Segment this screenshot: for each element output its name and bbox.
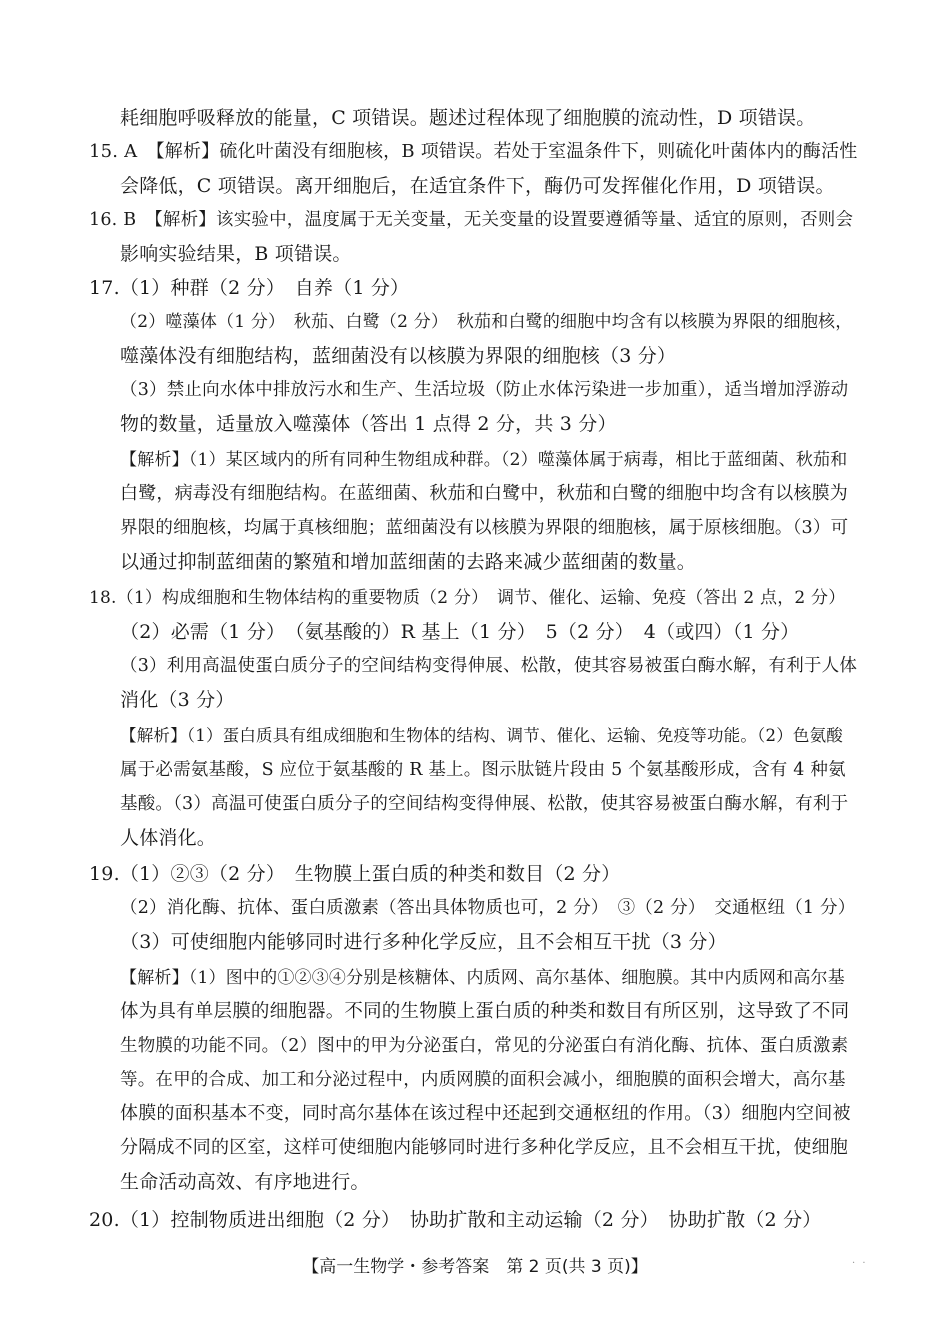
text-line: 等。在甲的合成、加工和分泌过程中，内质网膜的面积会减小，细胞膜的面积会增大，高尔基 [120, 1070, 846, 1090]
analysis-line: 【解析】（1）图中的①②③④分别是核糖体、内质网、高尔基体、细胞膜。其中内质网和高尔基 [120, 968, 845, 988]
text-line: 体为具有单层膜的细胞器。不同的生物膜上蛋白质的种类和数目有所区别，这导致了不同 [120, 1001, 850, 1022]
text-line: 基酸。（3）高温可使蛋白质分子的空间结构变得伸展、松散，使其容易被蛋白酶水解，有利于 [120, 794, 849, 814]
text-line: 人体消化。 [120, 827, 217, 849]
text-line: 以通过抑制蓝细菌的繁殖和增加蓝细菌的去路来减少蓝细菌的数量。 [120, 551, 697, 573]
analysis-line: 【解析】（1）蛋白质具有组成细胞和生物体的结构、调节、催化、运输、免疫等功能。（2）色氨酸 [120, 726, 843, 745]
text-line: 17.（1）种群（2 分） 自养（1 分） [89, 277, 410, 299]
text-line: 影响实验结果，B 项错误。 [120, 243, 352, 265]
text-line: 物的数量，适量放入噬藻体（答出 1 点得 2 分，共 3 分） [120, 413, 617, 435]
text-line: 属于必需氨基酸，S 应位于氨基酸的 R 基上。图示肽链片段由 5 个氨基酸形成，含有 4 种氨 [120, 760, 846, 780]
text-line: 噬藻体没有细胞结构，蓝细菌没有以核膜为界限的细胞核（3 分） [120, 345, 677, 367]
text-line: （3）可使细胞内能够同时进行多种化学反应，且不会相互干扰（3 分） [120, 931, 727, 953]
page-footer: 【高一生物学・参考答案 第 2 页(共 3 页)】 [302, 1257, 648, 1277]
text-line: 18.（1）构成细胞和生物体结构的重要物质（2 分） 调节、催化、运输、免疫（答出 2 点，2 分） [89, 588, 846, 608]
text-line: 生物膜的功能不同。（2）图中的甲为分泌蛋白，常见的分泌蛋白有消化酶、抗体、蛋白质激素 [120, 1036, 849, 1056]
text-line: 15. A 【解析】硫化叶菌没有细胞核，B 项错误。若处于室温条件下，则硫化叶菌体内的酶活性 [89, 141, 858, 162]
text-line: （3）利用高温使蛋白质分子的空间结构变得伸展、松散，使其容易被蛋白酶水解，有利于人体 [120, 656, 858, 676]
text-line: 会降低，C 项错误。离开细胞后，在适宜条件下，酶仍可发挥催化作用，D 项错误。 [120, 175, 835, 197]
text-line: 分隔成不同的区室，这样可使细胞内能够同时进行多种化学反应，且不会相互干扰，使细胞 [120, 1137, 848, 1158]
text-line: 16. B 【解析】该实验中，温度属于无关变量，无关变量的设置要遵循等量、适宜的原则，否则会 [89, 210, 854, 230]
text-line: 耗细胞呼吸释放的能量，C 项错误。题述过程体现了细胞膜的流动性，D 项错误。 [120, 107, 816, 129]
analysis-line: 【解析】（1）某区域内的所有同种生物组成种群。（2）噬藻体属于病毒，相比于蓝细菌、秋茄和 [120, 450, 848, 470]
text-line: 消化（3 分） [120, 689, 235, 711]
text-line: 白鹭，病毒没有细胞结构。在蓝细菌、秋茄和白鹭中，秋茄和白鹭的细胞中均含有以核膜为 [120, 483, 848, 504]
text-line: （2）必需（1 分） （氨基酸的）R 基上（1 分） 5（2 分） 4（或四）（1 分） [120, 621, 800, 643]
text-line: 生命活动高效、有序地进行。 [120, 1171, 370, 1193]
text-line: （2）消化酶、抗体、蛋白质激素（答出具体物质也可，2 分） ③（2 分） 交通枢纽（1 分） [120, 898, 856, 918]
text-line: 20.（1）控制物质进出细胞（2 分） 协助扩散和主动运输（2 分） 协助扩散（2 分） [89, 1209, 822, 1231]
text-line: （3）禁止向水体中排放污水和生产、生活垃圾（防止水体污染进一步加重），适当增加浮游动 [120, 380, 849, 400]
text-line: 体膜的面积基本不变，同时高尔基体在该过程中还起到交通枢纽的作用。（3）细胞内空间被 [120, 1103, 851, 1124]
text-line: 界限的细胞核，均属于真核细胞；蓝细菌没有以核膜为界限的细胞核，属于原核细胞。（3）可 [120, 518, 849, 538]
footer-dots: · · [852, 1258, 868, 1269]
text-line: （2）噬藻体（1 分） 秋茄、白鹭（2 分） 秋茄和白鹭的细胞中均含有以核膜为界限的细胞核， [120, 312, 853, 332]
text-line: 19.（1）②③（2 分） 生物膜上蛋白质的种类和数目（2 分） [89, 863, 621, 885]
